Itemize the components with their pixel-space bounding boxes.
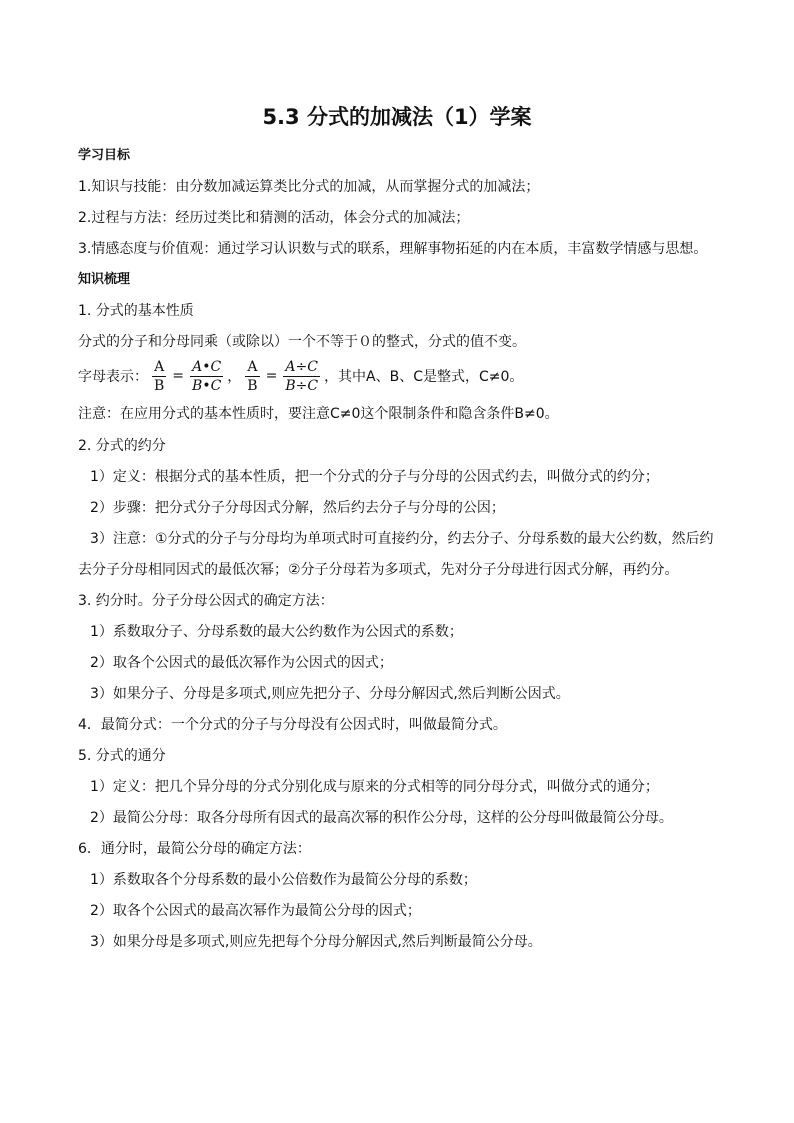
formula-separator: ， [227,369,242,385]
equals-sign: = [172,368,185,384]
section-title: 4．最简分式：一个分式的分子与分母没有公因式时，叫做最简分式。 [78,717,507,733]
list-item: 1）系数取分子、分母系数的最大公约数作为公因式的系数； [90,624,463,640]
list-item: 2）步骤：把分式分子分母因式分解，然后约去分子与分母的公因； [90,500,505,516]
fraction [190,358,223,395]
fraction-numerator: A [247,358,258,375]
goal-item: 1.知识与技能：由分数加减运算类比分式的加减，从而掌握分式的加减法； [78,179,540,195]
list-item: 2）最简公分母：取各分母所有因式的最高次幂的积作公分母，这样的公分母叫做最简公分母。 [90,810,673,826]
list-item: 1）定义：根据分式的基本性质，把一个分式的分子与分母的公因式约去，叫做分式的约分； [90,469,659,485]
section-title: 2. 分式的约分 [78,438,166,454]
list-item: 2）取各个公因式的最高次幂作为最简公分母的因式； [90,903,421,919]
list-item: 3）注意：①分式的分子与分母均为单项式时可直接约分，约去分子、分母系数的最大公约数，然后约 [90,531,714,547]
fraction-denominator: B•C [192,377,222,394]
goal-item: 2.过程与方法：经历过类比和猜测的活动，体会分式的加减法； [78,210,470,226]
fraction-numerator: A•C [192,358,222,375]
list-item-continued: 去分子分母相同因式的最低次幂；②分子分母若为多项式，先对分子分母进行因式分解，再约分。 [78,562,679,578]
paragraph: 分式的分子和分母同乘（或除以）一个不等于０的整式，分式的值不变。 [78,334,526,350]
section-title: 1. 分式的基本性质 [78,303,194,319]
list-item: 1）系数取各个分母系数的最小公倍数作为最简公分母的系数； [90,872,477,888]
equals-sign: = [265,368,278,384]
goals-heading: 学习目标 [78,148,131,163]
list-item: 3）如果分子、分母是多项式,则应先把分子、分母分解因式,然后判断公因式。 [90,686,570,702]
note: 注意：在应用分式的基本性质时，要注意C≠0这个限制条件和隐含条件B≠0。 [78,406,559,422]
fraction-denominator: B [247,377,258,394]
fraction-denominator: B [154,377,165,394]
list-item: 3）如果分母是多项式,则应先把每个分母分解因式,然后判断最简公分母。 [90,934,542,950]
list-item: 2）取各个公因式的最低次幂作为公因式的因式； [90,655,393,671]
goal-item: 3.情感态度与价值观：通过学习认识数与式的联系，理解事物拓延的内在本质，丰富数学情感与思想。 [78,241,708,257]
fraction-numerator: A÷C [285,358,318,375]
list-item: 1）定义：把几个异分母的分式分别化成与原来的分式相等的同分母分式，叫做分式的通分； [90,779,659,795]
fraction-numerator: A [154,358,165,375]
page-title: 5.3 分式的加减法（1）学案 [262,105,532,129]
section-title: 3. 约分时。分子分母公因式的确定方法： [78,593,334,609]
fraction-denominator: B÷C [285,377,319,394]
review-heading: 知识梳理 [78,272,131,287]
fraction [283,358,320,395]
fraction [245,358,259,395]
fraction [152,358,166,395]
section-title: 5. 分式的通分 [78,748,166,764]
fraction-formula [78,354,523,398]
section-title: 6．通分时，最简公分母的确定方法： [78,841,311,857]
formula-suffix: ，其中A、B、C是整式，C≠0。 [324,369,524,385]
formula-prefix: 字母表示： [78,369,148,385]
